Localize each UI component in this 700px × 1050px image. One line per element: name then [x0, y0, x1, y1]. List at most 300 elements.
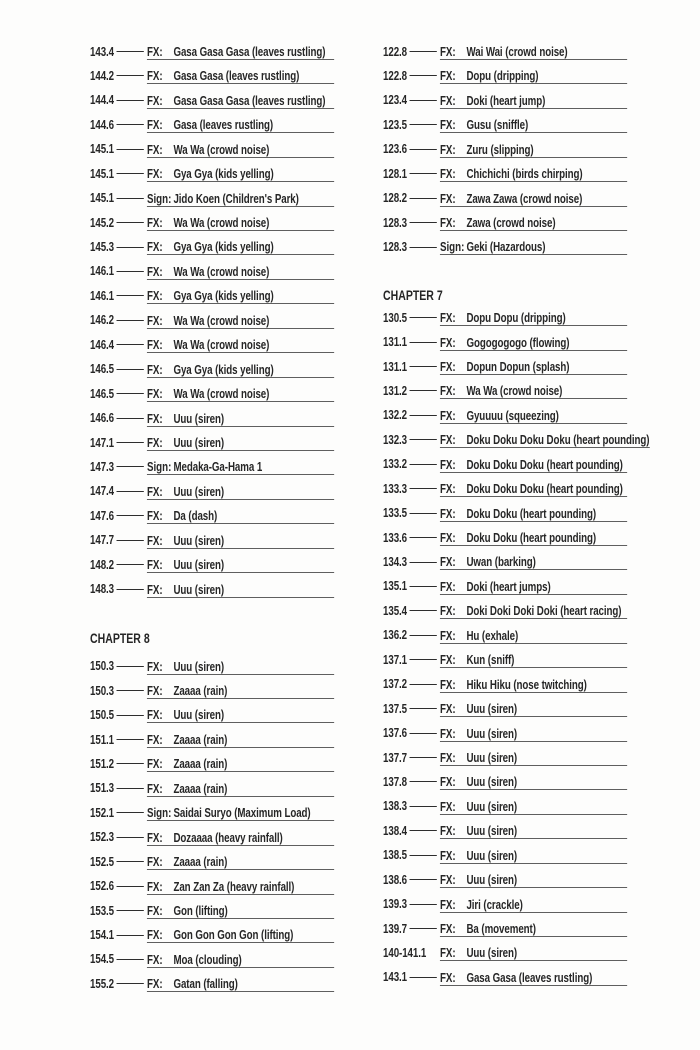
page-panel-number: 144.4	[90, 93, 115, 108]
page-panel-number: 137.2	[383, 677, 408, 692]
fx-entry-row	[383, 38, 633, 62]
dash-connector	[116, 198, 143, 199]
sound-effect-description: Dozaaaa (heavy rainfall)	[173, 830, 283, 845]
page-number-zone	[90, 848, 147, 872]
dash-connector	[116, 295, 143, 296]
entry-content	[147, 429, 334, 451]
dash-connector	[409, 562, 436, 563]
entry-content	[147, 478, 334, 500]
page-panel-number: 146.5	[90, 386, 115, 401]
fx-entry-inner	[383, 671, 627, 695]
entry-content	[440, 38, 627, 60]
page-number-zone	[383, 500, 440, 524]
fx-entry-inner	[90, 38, 334, 62]
entry-content	[440, 915, 627, 937]
page-panel-number: 131.2	[383, 383, 408, 398]
entry-type-label: FX:	[146, 558, 163, 573]
entry-content	[147, 970, 334, 992]
entry-content	[147, 677, 334, 699]
entry-content	[147, 551, 334, 573]
dash-connector	[116, 418, 143, 419]
entry-content	[440, 451, 627, 473]
sound-effect-description: Gasa Gasa (leaves rustling)	[173, 69, 300, 84]
entry-type-label: FX:	[146, 167, 163, 182]
page-number-zone	[383, 451, 440, 475]
dash-connector	[116, 173, 143, 174]
entry-content	[440, 136, 627, 158]
page-number-zone	[383, 842, 440, 866]
entry-content	[147, 576, 334, 598]
page-panel-number: 128.1	[383, 166, 408, 181]
fx-entry-row	[383, 304, 633, 328]
page-number-zone	[90, 356, 147, 380]
page-number-zone	[383, 891, 440, 915]
dash-connector	[116, 393, 143, 394]
page-number-zone	[90, 453, 147, 477]
fx-entry-row	[90, 799, 340, 823]
fx-entry-inner	[90, 848, 334, 872]
fx-entry-row	[90, 726, 340, 750]
entry-type-label: FX:	[439, 824, 456, 839]
sound-effect-description: Gya Gya (kids yelling)	[173, 362, 274, 377]
entry-content	[440, 695, 627, 717]
entry-type-label: FX:	[439, 93, 456, 108]
dash-connector	[409, 173, 436, 174]
entry-type-label: FX:	[146, 781, 163, 796]
dash-connector	[409, 464, 436, 465]
fx-entry-inner	[90, 897, 334, 921]
sound-effect-description: Uuu (siren)	[466, 799, 518, 814]
fx-entry-inner	[90, 111, 334, 135]
sound-effect-description: Doku Doku (heart pounding)	[466, 531, 597, 545]
page-panel-number: 135.1	[383, 579, 408, 594]
entry-type-label: FX:	[439, 555, 456, 570]
sound-effect-description: Moa (clouding)	[173, 952, 242, 967]
page-panel-number: 133.6	[383, 530, 408, 545]
entry-type-label: FX:	[439, 191, 456, 206]
fx-entry-row	[90, 551, 340, 575]
dash-connector	[409, 366, 436, 367]
page-number-zone	[90, 799, 147, 823]
dash-connector	[409, 124, 436, 125]
page-number-zone	[90, 38, 147, 62]
page-panel-number: 147.6	[90, 508, 115, 523]
page-panel-number: 143.1	[383, 970, 408, 985]
entry-type-label: FX:	[146, 240, 163, 255]
dash-connector	[116, 589, 143, 590]
fx-entry-inner	[383, 891, 627, 915]
page-panel-number: 122.8	[383, 44, 408, 59]
entry-type-label: FX:	[439, 457, 456, 472]
sound-effect-description: Uuu (siren)	[466, 750, 518, 765]
entry-content	[147, 702, 334, 724]
fx-entry-inner	[383, 377, 627, 401]
fx-entry-inner	[90, 380, 334, 404]
entry-type-label: FX:	[439, 44, 456, 59]
page-panel-number: 123.6	[383, 142, 408, 157]
sound-effect-description: Gatan (falling)	[173, 977, 238, 992]
sound-effect-description: Zaaaa (rain)	[173, 855, 228, 870]
fx-entry-row	[383, 62, 633, 86]
fx-entry-row	[90, 775, 340, 799]
sound-effect-description: Zuru (slipping)	[466, 142, 534, 157]
entry-type-label: FX:	[146, 659, 163, 674]
entry-type-label: FX:	[439, 167, 456, 182]
page-number-zone	[383, 160, 440, 184]
fx-entry-row	[90, 405, 340, 429]
page-number-zone	[383, 234, 440, 258]
entry-content	[147, 897, 334, 919]
fx-entry-row	[90, 527, 340, 551]
page-number-zone	[90, 921, 147, 945]
fx-entry-inner	[383, 720, 627, 744]
fx-entry-row	[90, 970, 340, 994]
entry-type-label: FX:	[146, 582, 163, 597]
sound-effect-description: Gya Gya (kids yelling)	[173, 240, 274, 255]
fx-entry-inner	[90, 282, 334, 306]
dash-connector	[116, 837, 143, 838]
sound-effect-description: Uwan (barking)	[466, 555, 536, 570]
dash-connector	[409, 904, 436, 905]
entry-content	[440, 671, 627, 693]
page-panel-number: 150.3	[90, 683, 115, 698]
page-number-zone	[383, 671, 440, 695]
page-number-zone	[383, 426, 440, 450]
fx-entry-row	[90, 307, 340, 331]
page-panel-number: 128.3	[383, 240, 408, 255]
dash-connector	[116, 910, 143, 911]
dash-connector	[116, 222, 143, 223]
fx-entry-row	[90, 897, 340, 921]
page-number-zone	[383, 573, 440, 597]
fx-entry-inner	[383, 866, 627, 890]
fx-entry-row	[90, 824, 340, 848]
fx-entry-inner	[90, 429, 334, 453]
entry-content	[147, 38, 334, 60]
page-panel-number: 138.6	[383, 872, 408, 887]
entry-content	[440, 964, 627, 986]
entry-content	[147, 453, 334, 475]
fx-entry-row	[383, 329, 633, 353]
fx-entry-row	[383, 234, 633, 258]
fx-entry-inner	[90, 921, 334, 945]
entry-type-label: FX:	[146, 484, 163, 499]
fx-entry-inner	[383, 402, 627, 426]
fx-entry-row	[383, 111, 633, 135]
entry-content	[440, 209, 627, 231]
sound-effect-description: Gasa (leaves rustling)	[173, 118, 274, 133]
page-panel-number: 146.2	[90, 313, 115, 328]
page-number-zone	[90, 873, 147, 897]
entry-content	[440, 720, 627, 742]
entry-type-label: FX:	[439, 482, 456, 497]
sound-effect-description: Dopun Dopun (splash)	[466, 359, 570, 374]
fx-entry-inner	[90, 527, 334, 551]
sound-effect-description: Wa Wa (crowd noise)	[173, 264, 270, 279]
fx-entry-inner	[383, 160, 627, 184]
entry-type-label: FX:	[146, 684, 163, 699]
dash-connector	[409, 781, 436, 782]
sound-effect-description: Ba (movement)	[466, 922, 536, 936]
page-number-zone	[383, 475, 440, 499]
page-number-zone	[90, 405, 147, 429]
page-number-zone	[383, 377, 440, 401]
page-number-zone	[383, 353, 440, 377]
dash-connector	[116, 812, 143, 813]
sound-effect-description: Uuu (siren)	[466, 873, 518, 888]
page-number-zone	[90, 527, 147, 551]
page-panel-number: 145.1	[90, 142, 115, 157]
sound-effect-description: Jiri (crackle)	[466, 897, 523, 912]
dash-connector	[409, 635, 436, 636]
page-number-zone	[90, 702, 147, 726]
sound-effect-description: Chichichi (birds chirping)	[466, 167, 583, 182]
fx-entry-inner	[90, 502, 334, 526]
entry-type-label: FX:	[439, 433, 456, 448]
fx-entry-inner	[90, 234, 334, 258]
entry-type-label: FX:	[146, 69, 163, 84]
entry-content	[147, 185, 334, 207]
fx-entry-row	[383, 573, 633, 597]
dash-connector	[116, 739, 143, 740]
page-number-zone	[90, 750, 147, 774]
entry-type-label: FX:	[146, 903, 163, 918]
fx-entry-inner	[90, 405, 334, 429]
dash-connector	[409, 149, 436, 150]
sound-effect-description: Uuu (siren)	[466, 824, 518, 839]
entry-type-label: FX:	[439, 359, 456, 374]
chapter-title: CHAPTER 7	[383, 288, 443, 304]
fx-entry-inner	[90, 185, 334, 209]
dash-connector	[116, 320, 143, 321]
entry-type-label: Sign:	[439, 240, 465, 255]
page-number-zone	[90, 307, 147, 331]
fx-entry-inner	[90, 576, 334, 600]
sound-effect-description: Gasa Gasa Gasa (leaves rustling)	[173, 44, 326, 59]
page-panel-number: 152.6	[90, 879, 115, 894]
page-panel-number: 137.6	[383, 726, 408, 741]
entry-type-label: Sign:	[146, 191, 172, 206]
entry-content	[440, 353, 627, 375]
page-panel-number: 145.2	[90, 215, 115, 230]
dash-connector	[409, 513, 436, 514]
dash-connector	[409, 977, 436, 978]
entry-type-label: FX:	[146, 830, 163, 845]
fx-entry-inner	[383, 573, 627, 597]
page-number-zone	[90, 775, 147, 799]
page-panel-number: 147.3	[90, 459, 115, 474]
entry-content	[147, 775, 334, 797]
fx-entry-inner	[383, 597, 627, 621]
fx-entry-row	[383, 209, 633, 233]
page-number-zone	[383, 940, 440, 964]
entry-type-label: FX:	[439, 897, 456, 912]
entry-content	[440, 160, 627, 182]
entry-content	[147, 209, 334, 231]
fx-entry-row	[90, 576, 340, 600]
fx-entry-inner	[383, 353, 627, 377]
sound-effect-description: Dopu Dopu (dripping)	[466, 311, 566, 326]
page-panel-number: 137.1	[383, 652, 408, 667]
entry-content	[440, 549, 627, 571]
dash-connector	[409, 708, 436, 709]
entry-type-label: FX:	[439, 799, 456, 814]
fx-entry-row	[90, 234, 340, 258]
page-number-zone	[90, 380, 147, 404]
entry-content	[440, 597, 627, 619]
fx-entry-inner	[383, 793, 627, 817]
fx-entry-row	[383, 402, 633, 426]
page-panel-number: 144.6	[90, 117, 115, 132]
dash-connector	[116, 75, 143, 76]
sound-effect-description: Gasa Gasa (leaves rustling)	[466, 970, 593, 985]
entry-content	[440, 304, 627, 326]
fx-entry-row	[383, 768, 633, 792]
sound-effect-description: Gya Gya (kids yelling)	[173, 167, 274, 182]
page-panel-number: 151.1	[90, 732, 115, 747]
page-panel-number: 131.1	[383, 335, 408, 350]
sound-effect-description: Doki (heart jumps)	[466, 579, 551, 594]
page-number-zone	[383, 87, 440, 111]
entry-content	[147, 502, 334, 524]
entry-content	[440, 744, 627, 766]
entry-type-label: FX:	[146, 509, 163, 524]
fx-entry-row	[383, 744, 633, 768]
fx-entry-inner	[383, 475, 627, 499]
sound-effect-description: Wa Wa (crowd noise)	[173, 338, 270, 353]
fx-entry-inner	[383, 209, 627, 233]
page-number-zone	[383, 622, 440, 646]
fx-entry-row	[383, 185, 633, 209]
fx-entry-inner	[90, 726, 334, 750]
fx-entry-row	[383, 866, 633, 890]
dash-connector	[409, 537, 436, 538]
entry-content	[440, 940, 627, 962]
entry-type-label: FX:	[146, 93, 163, 108]
page-panel-number: 152.3	[90, 830, 115, 845]
page-number-zone	[90, 234, 147, 258]
entry-content	[440, 646, 627, 668]
dash-connector	[116, 124, 143, 125]
page-number-zone	[383, 136, 440, 160]
page-number-zone	[383, 793, 440, 817]
page-panel-number: 154.5	[90, 952, 115, 967]
page-panel-number: 151.2	[90, 756, 115, 771]
dash-connector	[116, 763, 143, 764]
sound-effect-description: Zan Zan Za (heavy rainfall)	[173, 879, 295, 894]
entry-type-label: FX:	[439, 946, 456, 961]
fx-entry-inner	[383, 87, 627, 111]
fx-entry-inner	[383, 842, 627, 866]
sound-effect-description: Zawa (crowd noise)	[466, 216, 556, 230]
entry-content	[440, 891, 627, 913]
entry-content	[147, 873, 334, 895]
dash-connector	[116, 100, 143, 101]
sound-effect-description: Saidai Suryo (Maximum Load)	[173, 806, 311, 821]
page-number-zone	[383, 402, 440, 426]
entry-content	[440, 185, 627, 207]
entry-content	[147, 87, 334, 109]
fx-entry-inner	[383, 500, 627, 524]
page-number-zone	[383, 185, 440, 209]
sound-effect-description: Gon Gon Gon Gon (lifting)	[173, 928, 294, 943]
fx-entry-row	[383, 136, 633, 160]
sound-effect-description: Zawa Zawa (crowd noise)	[466, 191, 583, 206]
entry-content	[440, 866, 627, 888]
entry-type-label: FX:	[439, 142, 456, 157]
sound-effect-description: Geki (Hazardous)	[466, 240, 546, 255]
fx-entry-inner	[383, 940, 627, 964]
entry-type-label: FX:	[439, 311, 456, 326]
page-number-zone	[383, 646, 440, 670]
fx-entry-inner	[383, 451, 627, 475]
entry-content	[147, 136, 334, 158]
dash-connector	[409, 733, 436, 734]
entry-content	[147, 848, 334, 870]
entry-content	[440, 234, 627, 256]
page-number-zone	[90, 502, 147, 526]
dash-connector	[409, 100, 436, 101]
dash-connector	[116, 886, 143, 887]
page-number-zone	[383, 597, 440, 621]
page-number-zone	[90, 970, 147, 994]
dash-connector	[116, 564, 143, 565]
page-panel-number: 139.3	[383, 897, 408, 912]
entry-type-label: FX:	[146, 216, 163, 230]
page-number-zone	[383, 744, 440, 768]
fx-entry-inner	[90, 799, 334, 823]
page-number-zone	[383, 695, 440, 719]
sound-effect-description: Zaaaa (rain)	[173, 781, 228, 796]
dash-connector	[116, 247, 143, 248]
dash-connector	[409, 757, 436, 758]
fx-entry-inner	[383, 768, 627, 792]
sound-effect-description: Gogogogogo (flowing)	[466, 335, 570, 350]
dash-connector	[409, 879, 436, 880]
fx-entry-row	[90, 185, 340, 209]
fx-entry-row	[383, 720, 633, 744]
page-number-zone	[90, 282, 147, 306]
entry-type-label: FX:	[146, 757, 163, 772]
page-number-zone	[90, 87, 147, 111]
entry-type-label: FX:	[146, 411, 163, 426]
page-number-zone	[383, 304, 440, 328]
entry-type-label: FX:	[146, 855, 163, 870]
page-number-zone	[90, 576, 147, 600]
entry-content	[440, 377, 627, 399]
page-panel-number: 138.3	[383, 799, 408, 814]
fx-entry-row	[90, 873, 340, 897]
page-panel-number: 133.5	[383, 506, 408, 521]
page-panel-number: 151.3	[90, 781, 115, 796]
fx-entry-row	[383, 964, 633, 988]
entry-type-label: FX:	[146, 289, 163, 304]
fx-entry-row	[383, 891, 633, 915]
entry-type-label: Sign:	[146, 460, 172, 475]
fx-entry-inner	[90, 331, 334, 355]
fx-entry-row	[383, 426, 650, 450]
page-panel-number: 150.5	[90, 708, 115, 723]
entry-type-label: FX:	[439, 384, 456, 399]
entry-content	[440, 573, 627, 595]
fx-entry-inner	[90, 453, 334, 477]
fx-entry-row	[90, 356, 340, 380]
sound-effect-description: Uuu (siren)	[173, 558, 225, 573]
page-number-zone	[383, 549, 440, 573]
entry-content	[147, 111, 334, 133]
entry-type-label: FX:	[146, 338, 163, 353]
fx-entry-row	[90, 380, 340, 404]
